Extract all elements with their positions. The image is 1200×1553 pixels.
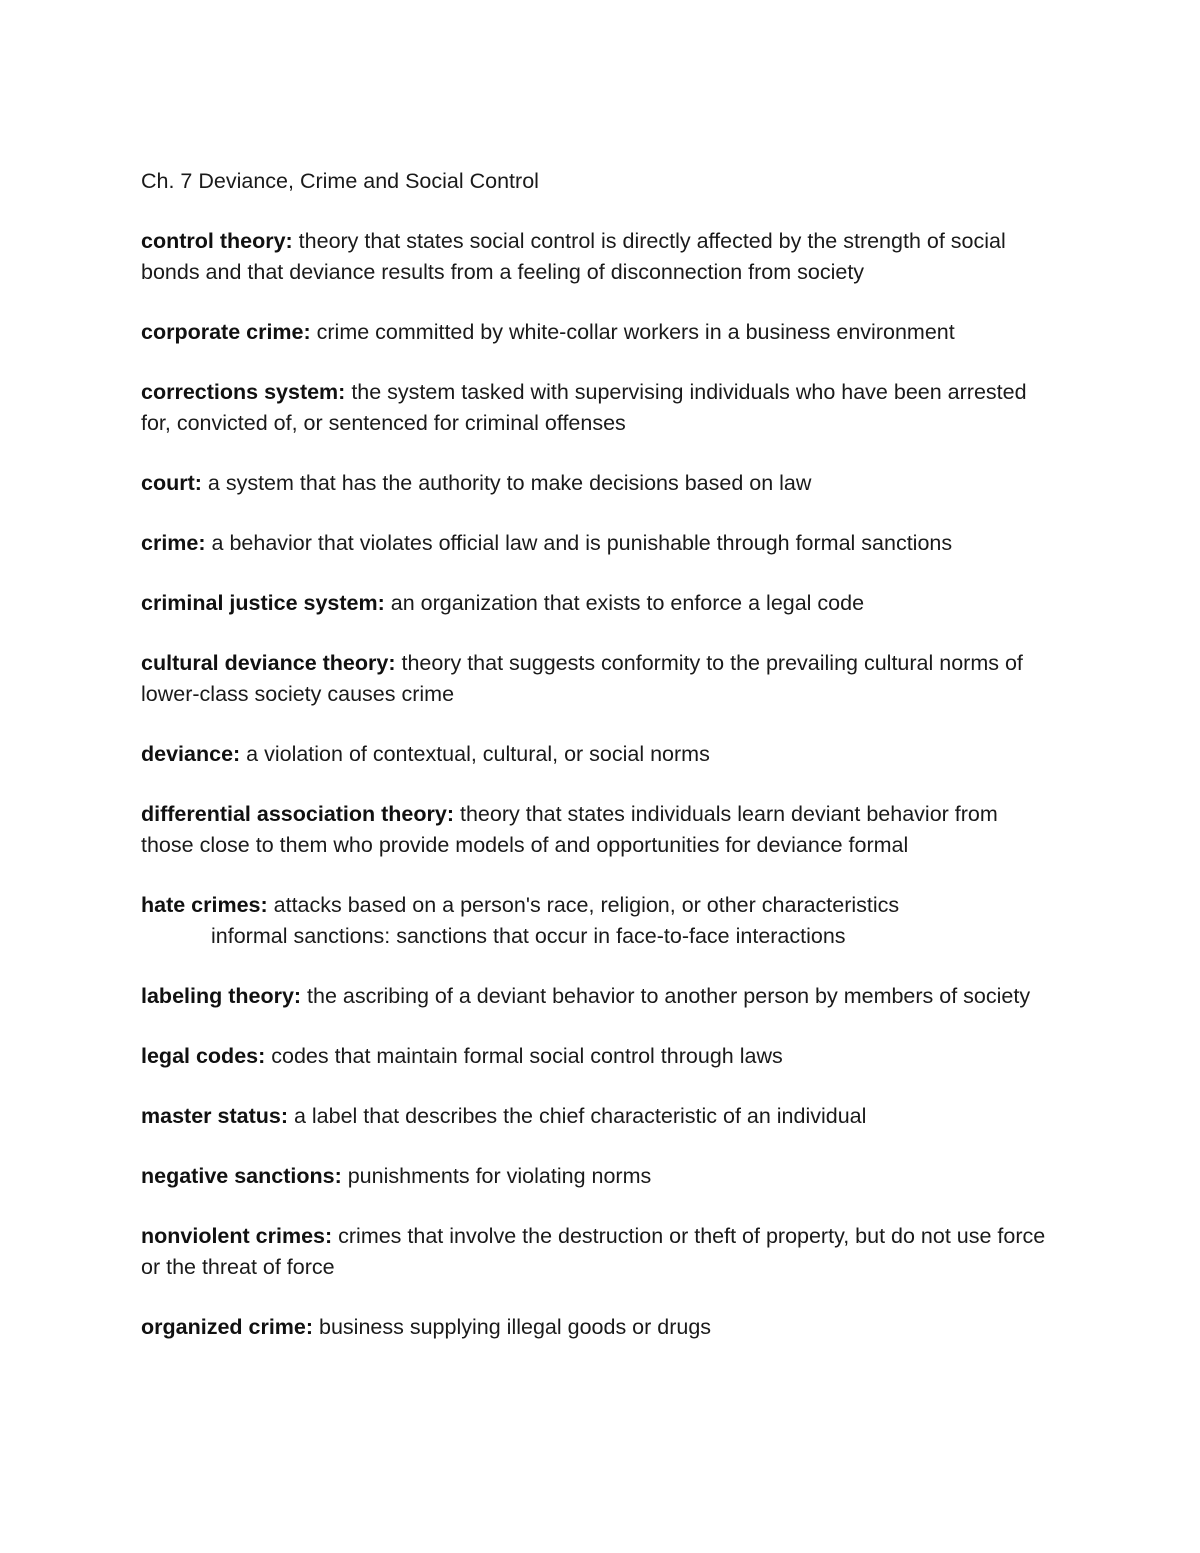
glossary-entry (141, 799, 1051, 861)
glossary-definition: theory that states individuals learn deviant behavior from those close to them who provide models of and opportunities for deviance formal (141, 802, 998, 857)
glossary-term: court: (141, 471, 202, 495)
glossary-entry (141, 528, 1051, 559)
glossary-term: corporate crime: (141, 320, 311, 344)
glossary-entry (141, 1221, 1051, 1283)
glossary-term: organized crime: (141, 1315, 314, 1339)
glossary-entry (141, 981, 1051, 1012)
glossary-entry (141, 648, 1051, 710)
glossary-definition: the system tasked with supervising individuals who have been arrested for, convicted of, or sentenced for criminal offenses (141, 380, 1027, 435)
glossary-entry (141, 588, 1051, 619)
glossary-definition: crime committed by white-collar workers in a business environment (310, 320, 955, 344)
document-page (141, 166, 1051, 1372)
glossary-definition: theory that suggests conformity to the prevailing cultural norms of lower-class society causes crime (141, 651, 1023, 706)
glossary-term: control theory: (141, 229, 293, 253)
glossary-definition: a system that has the authority to make decisions based on law (201, 471, 812, 495)
glossary-entry (141, 377, 1051, 439)
glossary-term: crime: (141, 531, 206, 555)
glossary-term: negative sanctions: (141, 1164, 342, 1188)
glossary-term: labeling theory: (141, 984, 302, 1008)
glossary-definition: attacks based on a person's race, religion, or other characteristics (267, 893, 900, 917)
glossary-definition: a violation of contextual, cultural, or social norms (240, 742, 710, 766)
glossary-entry (141, 1312, 1051, 1343)
glossary-term: corrections system: (141, 380, 346, 404)
glossary-term: deviance: (141, 742, 241, 766)
glossary-entry (141, 226, 1051, 288)
glossary-definition: theory that states social control is directly affected by the strength of social bonds and that deviance results from a feeling of disconnection from society (141, 229, 1006, 284)
glossary-term: criminal justice system: (141, 591, 385, 615)
glossary-definition: crimes that involve the destruction or theft of property, but do not use force or the threat of force (141, 1224, 1046, 1279)
glossary-definition: an organization that exists to enforce a legal code (384, 591, 865, 615)
glossary-entry (141, 890, 1051, 952)
document-title: Ch. 7 Deviance, Crime and Social Control (141, 169, 539, 193)
glossary-entry (141, 317, 1051, 348)
glossary-term: cultural deviance theory: (141, 651, 396, 675)
glossary-term: hate crimes: (141, 893, 268, 917)
glossary-entry (141, 468, 1051, 499)
glossary-entry (141, 739, 1051, 770)
glossary-definition: codes that maintain formal social control through laws (265, 1044, 783, 1068)
glossary-definition: the ascribing of a deviant behavior to another person by members of society (301, 984, 1031, 1008)
glossary-entry (141, 1161, 1051, 1192)
glossary-term: nonviolent crimes: (141, 1224, 333, 1248)
glossary-definition: punishments for violating norms (341, 1164, 652, 1188)
glossary-definition: business supplying illegal goods or drugs (313, 1315, 712, 1339)
glossary-definition: a label that describes the chief characteristic of an individual (287, 1104, 867, 1128)
glossary-term: legal codes: (141, 1044, 266, 1068)
glossary-entry (141, 1101, 1051, 1132)
glossary-continuation: informal sanctions: sanctions that occur in face-to-face interactions (211, 924, 846, 948)
glossary-term: master status: (141, 1104, 288, 1128)
glossary-term: differential association theory: (141, 802, 455, 826)
glossary-definition: a behavior that violates official law and is punishable through formal sanctions (205, 531, 953, 555)
glossary-entry (141, 1041, 1051, 1072)
